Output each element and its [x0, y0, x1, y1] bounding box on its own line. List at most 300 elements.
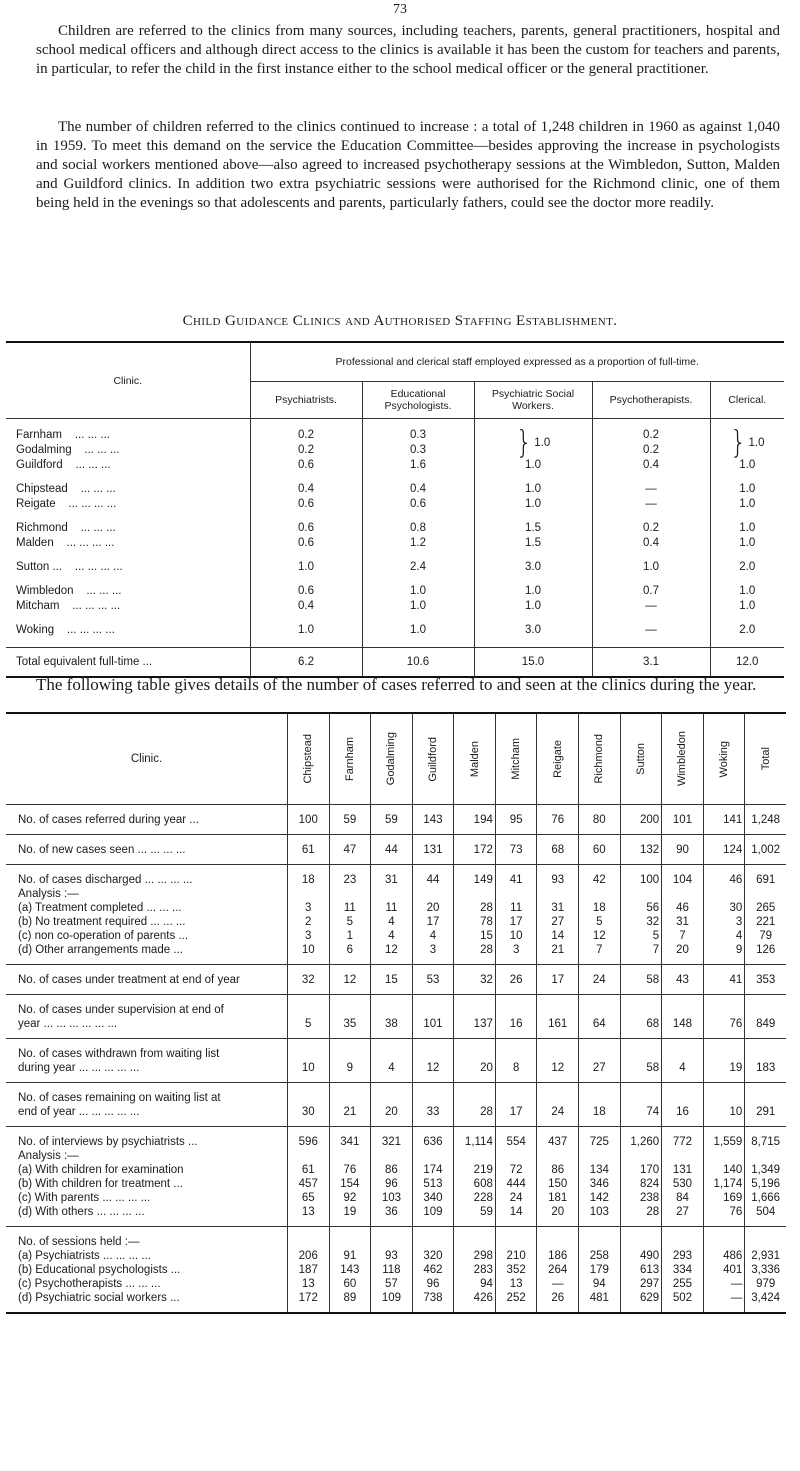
row-label: (a) With children for examination	[6, 1163, 287, 1177]
cell-value: 10	[287, 1061, 329, 1083]
staff-value: 1.0	[474, 458, 592, 473]
cell-value	[537, 995, 579, 1018]
cases-row	[6, 915, 786, 929]
staff-value: 1.0	[739, 600, 756, 612]
cell-value: 194	[454, 805, 496, 835]
cell-value: 100	[620, 865, 662, 888]
staff-value: 2.0	[739, 624, 756, 636]
cell-value: 31	[662, 915, 704, 929]
cell-value: 12	[537, 1061, 579, 1083]
column-header-label: Mitcham	[510, 738, 523, 780]
cell-value: 47	[329, 835, 371, 865]
cell-value: 44	[371, 835, 413, 865]
cell-value: 219	[454, 1163, 496, 1177]
cell-value: 1,349	[751, 1164, 781, 1176]
cell-value	[329, 1083, 371, 1106]
cell-value: 7	[662, 929, 704, 943]
staff-value: 1.0	[739, 585, 756, 597]
cell-value: 150	[537, 1177, 579, 1191]
cell-value: 321	[371, 1127, 413, 1150]
clinic-name	[6, 599, 250, 614]
cell-value	[495, 1083, 537, 1106]
cell-value	[620, 995, 662, 1018]
cell-value: 293	[662, 1249, 704, 1263]
staff-value: 1.0	[474, 584, 592, 599]
cell-value: 26	[495, 965, 537, 995]
cell-value: 78	[454, 915, 496, 929]
cell-value: 109	[412, 1205, 454, 1227]
staff-value: 0.4	[250, 482, 362, 497]
staff-value: 0.4	[592, 536, 710, 551]
cell-value	[454, 887, 496, 901]
column-header-malden	[454, 713, 496, 805]
clinic-label: Malden	[16, 537, 54, 549]
cell-value: 13	[287, 1205, 329, 1227]
column-header-label: Guildford	[426, 736, 439, 782]
column-header-label: Reigate	[551, 740, 564, 778]
cell-value	[745, 1039, 786, 1062]
cell-value	[703, 1083, 745, 1106]
staff-value: 1.0	[739, 483, 756, 495]
column-header-label: Farnham	[343, 736, 356, 782]
cell-value	[537, 1149, 579, 1163]
column-header-sutton	[620, 713, 662, 805]
column-header-label: Woking	[718, 740, 731, 778]
staff-value: 1.0	[362, 599, 474, 614]
cell-value: 12	[412, 1061, 454, 1083]
column-header-richmond	[579, 713, 621, 805]
column-header-label: Malden	[468, 740, 481, 778]
staff-value: —	[592, 623, 710, 638]
cases-row	[6, 1105, 786, 1127]
cell-value: 10	[287, 943, 329, 965]
cell-value: 291	[756, 1106, 776, 1118]
staff-value: 1.0	[250, 560, 362, 575]
cell-value: 12	[371, 943, 413, 965]
clinic-label: Wimbledon	[16, 585, 74, 597]
cell-value: 95	[495, 805, 537, 835]
cell-value	[412, 995, 454, 1018]
cell-value: 4	[371, 1061, 413, 1083]
cell-value: 353	[745, 965, 786, 995]
cell-value: 426	[454, 1291, 496, 1313]
cell-value: 46	[662, 901, 704, 915]
cases-row	[6, 901, 786, 915]
cell-value: 140	[703, 1163, 745, 1177]
cell-value	[287, 1149, 329, 1163]
staffing-table	[6, 341, 784, 678]
cell-value: 14	[537, 929, 579, 943]
cell-value	[579, 1227, 621, 1250]
cell-value: 86	[537, 1163, 579, 1177]
row-label: No. of cases withdrawn from waiting list	[6, 1039, 287, 1062]
cell-value: 490	[620, 1249, 662, 1263]
cell-value: 96	[371, 1177, 413, 1191]
cell-value: 86	[371, 1163, 413, 1177]
cell-value	[662, 1227, 704, 1250]
staff-value: 0.4	[250, 599, 362, 614]
cell-value	[287, 1227, 329, 1250]
paragraph-text: The number of children referred to the clinics continued to increase : a total of 1,248 children in 1960 as against 1,040 in 1959. To meet this demand on the service the Education Committee—besides approving the increase in psychologists and social workers mentioned above—also agreed to increased psychotherapy sessions at the Wimbledon, Sutton, Malden and Guildford clinics. In addition two extra psychiatric sessions were authorised for the Richmond clinic, one of them being held in the evenings so that adolescents and parents, particularly fathers, could see the doctor more readily.	[36, 119, 780, 211]
cell-value: 738	[412, 1291, 454, 1313]
cell-value	[745, 1149, 786, 1163]
cell-value: 68	[620, 1017, 662, 1039]
cell-value	[495, 1039, 537, 1062]
clinic-label: Guildford	[16, 459, 63, 471]
cases-row	[6, 1263, 786, 1277]
cell-value: 20	[371, 1105, 413, 1127]
cell-value: 5,196	[751, 1178, 781, 1190]
cell-value: 141	[703, 805, 745, 835]
staff-group-header: Professional and clerical staff employed expressed as a proportion of full-time.	[335, 356, 699, 368]
leader-dots: ... ... ... ...	[72, 600, 121, 612]
cell-value: 84	[662, 1191, 704, 1205]
cell-value: 74	[620, 1105, 662, 1127]
clinic-label: Richmond	[16, 522, 68, 534]
total-value: 15.0	[474, 648, 592, 678]
cell-value: 181	[537, 1191, 579, 1205]
cell-value: 60	[329, 1277, 371, 1291]
cell-value	[454, 1039, 496, 1062]
cell-value: 265	[756, 902, 776, 914]
cell-value: 513	[412, 1177, 454, 1191]
staff-value: 3.0	[474, 560, 592, 575]
cell-value: 10	[703, 1105, 745, 1127]
cell-value: 79	[759, 930, 773, 942]
cell-value: 1	[329, 929, 371, 943]
row-label: (c) non co-operation of parents ...	[6, 929, 287, 943]
cell-value	[579, 1149, 621, 1163]
cell-value: 20	[662, 943, 704, 965]
row-label: No. of cases under supervision at end of	[6, 995, 287, 1018]
staffing-heading: Child Guidance Clinics and Authorised Staffing Establishment.	[182, 313, 618, 329]
cell-value: 27	[579, 1061, 621, 1083]
cell-value: 104	[662, 865, 704, 888]
cell-value: 80	[579, 805, 621, 835]
staff-row	[6, 482, 784, 497]
leader-dots: ... ... ...	[80, 522, 116, 534]
staff-row	[6, 560, 784, 575]
cell-value: 1,174	[703, 1177, 745, 1191]
cell-value: 340	[412, 1191, 454, 1205]
staff-value: 1.6	[362, 458, 474, 473]
cell-value: 68	[537, 835, 579, 865]
clinic-label: Reigate	[16, 498, 56, 510]
cell-value: 504	[756, 1206, 776, 1218]
cell-value: 16	[495, 1017, 537, 1039]
cell-value	[412, 1149, 454, 1163]
cell-value: 4	[371, 929, 413, 943]
cell-value: 21	[537, 943, 579, 965]
leader-dots: ... ... ...	[86, 585, 122, 597]
cell-value: 320	[412, 1249, 454, 1263]
cell-value: 76	[537, 805, 579, 835]
cell-value: 56	[620, 901, 662, 915]
cell-value: 4	[412, 929, 454, 943]
cell-value: 65	[287, 1191, 329, 1205]
cell-value: 264	[537, 1263, 579, 1277]
staff-value: 1.0	[474, 599, 592, 614]
staff-total-row	[6, 648, 784, 678]
leader-dots: ... ... ... ...	[66, 624, 115, 636]
cases-row	[6, 1163, 786, 1177]
cell-value: 131	[412, 835, 454, 865]
cell-value: 101	[412, 1017, 454, 1039]
cell-value: 13	[287, 1277, 329, 1291]
cell-value	[620, 1039, 662, 1062]
cell-value: 124	[703, 835, 745, 865]
clinic-name	[6, 458, 250, 473]
cell-value	[537, 1039, 579, 1062]
column-header-woking	[703, 713, 745, 805]
staff-row	[6, 536, 784, 551]
cell-value: 57	[371, 1277, 413, 1291]
cell-value: 7	[620, 943, 662, 965]
cell-value: 31	[371, 865, 413, 888]
cell-value: 59	[329, 805, 371, 835]
cases-row	[6, 1205, 786, 1227]
cell-value: —	[537, 1277, 579, 1291]
cell-value: 17	[495, 915, 537, 929]
cell-value: 92	[329, 1191, 371, 1205]
cell-value: 18	[579, 901, 621, 915]
cell-value: 283	[454, 1263, 496, 1277]
cell-value: 76	[329, 1163, 371, 1177]
row-label: No. of cases under treatment at end of year	[6, 965, 287, 995]
cell-value: 2	[287, 915, 329, 929]
cell-value	[662, 887, 704, 901]
staff-row	[6, 497, 784, 512]
cell-value: 5	[287, 1017, 329, 1039]
cell-value: 334	[662, 1263, 704, 1277]
cell-value: 636	[412, 1127, 454, 1150]
staff-value: 0.2	[592, 428, 710, 443]
staff-value: 1.0	[474, 482, 592, 497]
cell-value: 5	[329, 915, 371, 929]
cell-value	[620, 1227, 662, 1250]
cell-value: 118	[371, 1263, 413, 1277]
cell-value: 183	[756, 1062, 776, 1074]
cell-value: 142	[579, 1191, 621, 1205]
cell-value: 161	[537, 1017, 579, 1039]
cell-value: 101	[662, 805, 704, 835]
cell-value: 17	[495, 1105, 537, 1127]
cell-value: 24	[537, 1105, 579, 1127]
row-label: (d) Other arrangements made ...	[6, 943, 287, 965]
row-label: No. of cases discharged ... ... ... ...	[6, 865, 287, 888]
cell-value: 3,336	[751, 1264, 781, 1276]
clinic-name	[6, 428, 250, 443]
column-header-godalming	[371, 713, 413, 805]
cell-value: 5	[620, 929, 662, 943]
cell-value: 90	[662, 835, 704, 865]
cell-value: 824	[620, 1177, 662, 1191]
row-label: No. of new cases seen ... ... ... ...	[6, 835, 287, 865]
staff-value: 0.2	[250, 443, 362, 458]
staff-value: 2.0	[739, 561, 756, 573]
cell-value: 148	[662, 1017, 704, 1039]
cell-value: 27	[537, 915, 579, 929]
cell-value: 187	[287, 1263, 329, 1277]
staff-value: 1.0	[739, 459, 756, 471]
cell-value	[703, 1039, 745, 1062]
bracket-value: 1.0	[748, 437, 765, 450]
cell-value: 979	[756, 1278, 776, 1290]
cases-row	[6, 965, 786, 995]
cell-value: 12	[329, 965, 371, 995]
clinic-label: Sutton ...	[16, 561, 63, 573]
cell-value	[579, 1083, 621, 1106]
cell-value	[662, 1149, 704, 1163]
row-label: No. of sessions held :—	[6, 1227, 287, 1250]
column-header-reigate	[537, 713, 579, 805]
leader-dots: ... ... ... ...	[66, 537, 115, 549]
cell-value: 252	[495, 1291, 537, 1313]
staff-row	[6, 623, 784, 638]
cell-value: —	[703, 1277, 745, 1291]
cell-value: 206	[287, 1249, 329, 1263]
cases-row	[6, 1083, 786, 1106]
cell-value: 613	[620, 1263, 662, 1277]
total-value: 10.6	[362, 648, 474, 678]
cell-value: 43	[662, 965, 704, 995]
cases-row	[6, 865, 786, 888]
cell-value: 3,424	[751, 1292, 781, 1304]
cell-value: 93	[537, 865, 579, 888]
cases-row	[6, 805, 786, 835]
cases-row	[6, 1127, 786, 1150]
staff-value: 0.6	[250, 521, 362, 536]
cell-value: 132	[620, 835, 662, 865]
cell-value: 18	[287, 865, 329, 888]
cell-value	[412, 1083, 454, 1106]
staff-value: 0.6	[250, 584, 362, 599]
column-header-guildford	[412, 713, 454, 805]
cell-value: 629	[620, 1291, 662, 1313]
cell-value	[371, 1227, 413, 1250]
cell-value	[703, 995, 745, 1018]
column-header-label: Total	[759, 747, 772, 771]
cell-value: 41	[703, 965, 745, 995]
cell-value	[620, 1083, 662, 1106]
cell-value: 32	[620, 915, 662, 929]
cell-value	[537, 887, 579, 901]
cases-row	[6, 835, 786, 865]
cell-value: 3	[495, 943, 537, 965]
cell-value: 6	[329, 943, 371, 965]
staff-value: 1.0	[474, 497, 592, 512]
cell-value: 691	[745, 865, 786, 888]
cell-value	[287, 887, 329, 901]
cell-value: 143	[329, 1263, 371, 1277]
row-label: No. of cases referred during year ...	[6, 805, 287, 835]
cell-value: 596	[287, 1127, 329, 1150]
total-label: Total equivalent full-time ...	[6, 648, 250, 678]
cell-value: 58	[620, 1061, 662, 1083]
cell-value: 444	[495, 1177, 537, 1191]
cell-value	[495, 1227, 537, 1250]
cell-value: 228	[454, 1191, 496, 1205]
cell-value: 170	[620, 1163, 662, 1177]
cell-value	[703, 887, 745, 901]
cell-value: 41	[495, 865, 537, 888]
cell-value	[371, 1083, 413, 1106]
cell-value: 186	[537, 1249, 579, 1263]
cell-value: 59	[454, 1205, 496, 1227]
clinic-label: Mitcham	[16, 600, 60, 612]
cell-value	[329, 887, 371, 901]
cases-row	[6, 1017, 786, 1039]
cell-value: 16	[662, 1105, 704, 1127]
cell-value	[495, 995, 537, 1018]
cell-value: 4	[371, 915, 413, 929]
clinic-label: Farnham	[16, 429, 63, 441]
cell-value: 530	[662, 1177, 704, 1191]
cell-value: 60	[579, 835, 621, 865]
cell-value: 59	[371, 805, 413, 835]
cell-value	[579, 1039, 621, 1062]
leader-dots: ... ... ...	[84, 444, 120, 456]
column-header-label: Godalming	[385, 732, 398, 786]
leader-dots: ... ... ...	[75, 459, 111, 471]
cell-value: 93	[371, 1249, 413, 1263]
cell-value	[620, 887, 662, 901]
row-label: (b) No treatment required ... ... ...	[6, 915, 287, 929]
cell-value: 7	[579, 943, 621, 965]
cell-value: 100	[287, 805, 329, 835]
cell-value: 58	[620, 965, 662, 995]
cell-value: 131	[662, 1163, 704, 1177]
staff-value: 1.2	[362, 536, 474, 551]
cell-value	[537, 1083, 579, 1106]
cell-value	[620, 1149, 662, 1163]
cell-value: 297	[620, 1277, 662, 1291]
column-header-mitcham	[495, 713, 537, 805]
cell-value: 96	[412, 1277, 454, 1291]
staff-value: 0.2	[592, 443, 710, 458]
cell-value: 238	[620, 1191, 662, 1205]
cases-heading: The following table gives details of the number of cases referred to and seen at the clinics during the year.	[36, 675, 757, 694]
cell-value	[662, 1039, 704, 1062]
cell-value: 17	[537, 965, 579, 995]
row-label: (b) Educational psychologists ...	[6, 1263, 287, 1277]
column-header-chipstead	[287, 713, 329, 805]
cell-value	[329, 995, 371, 1018]
cases-row	[6, 1277, 786, 1291]
clinic-name	[6, 521, 250, 536]
staff-value: 2.4	[362, 560, 474, 575]
cell-value: 30	[703, 901, 745, 915]
cell-value: 19	[329, 1205, 371, 1227]
cell-value: 210	[495, 1249, 537, 1263]
cell-value	[537, 1227, 579, 1250]
clinic-name	[6, 482, 250, 497]
leader-dots: ... ... ...	[80, 483, 116, 495]
cell-value: 17	[412, 915, 454, 929]
cell-value: 31	[537, 901, 579, 915]
row-label: No. of cases remaining on waiting list at	[6, 1083, 287, 1106]
cell-value: 172	[454, 835, 496, 865]
staff-value: 0.2	[592, 521, 710, 536]
column-header-label: Richmond	[593, 734, 606, 784]
cell-value: 103	[371, 1191, 413, 1205]
cell-value: 20	[454, 1061, 496, 1083]
column-header-farnham	[329, 713, 371, 805]
cell-value: 73	[495, 835, 537, 865]
cell-value: 27	[662, 1205, 704, 1227]
staff-value: —	[592, 497, 710, 512]
cell-value: 1,114	[454, 1127, 496, 1150]
